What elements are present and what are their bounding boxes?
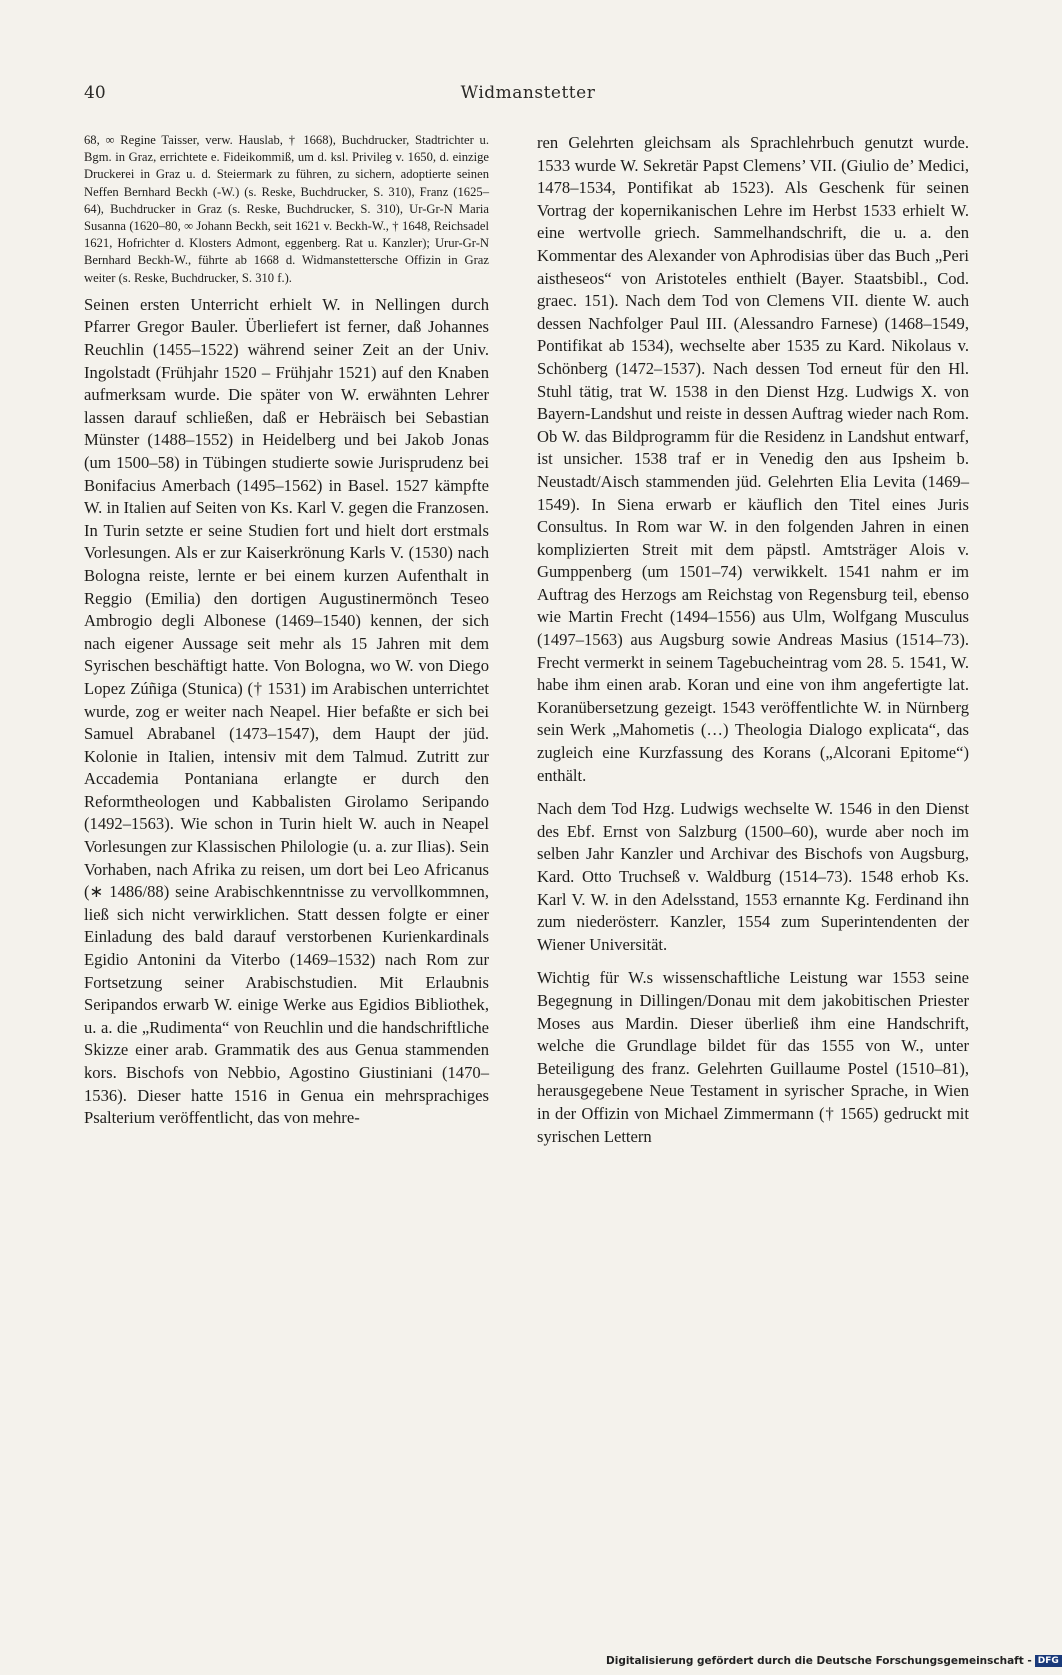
digitization-credit [606, 1655, 1059, 1675]
page-header [84, 83, 972, 111]
credit-text: Digitalisierung gefördert durch die Deutsche Forschungsgemeinschaft - [606, 1655, 1032, 1667]
right-column [537, 132, 969, 1159]
dfg-logo: DFG [1035, 1655, 1062, 1667]
paragraph: Wichtig für W.s wissenschaftliche Leistung war 1553 seine Begegnung in Dillingen/Donau mit dem jakobitischen Priester Moses aus Mardin. Dieser überließ ihm eine Handschrift, welche die Grundlage bildet für das 1555 von W., unter Beteiligung des franz. Gelehrten Guillaume Postel (1510–81), herausgegebene Neue Testament in syrischer Sprache, in Wien in der Offizin von Michael Zimmermann († 1565) gedruckt mit syrischen Lettern [537, 968, 969, 1146]
paragraph: ren Gelehrten gleichsam als Sprachlehrbuch genutzt wurde. 1533 wurde W. Sekretär Papst Clemens’ VII. (Giulio de’ Medici, 1478–1534, Pontifikat ab 1523). Als Geschenk für seinen Vortrag der kopernikanischen Lehre im Herbst 1533 erhielt W. eine wertvolle griech. Sammelhandschrift, die u. a. den Kommentar des Alexander von Aphrodisias über das Buch „Peri aistheseos“ von Aristoteles enthielt (Bayer. Staatsbibl., Cod. graec. 151). Nach dem Tod von Clemens VII. diente W. auch dessen Nachfolger Paul III. (Alessandro Farnese) (1468–1549, Pontifikat ab 1534), wechselte aber 1535 zu Kard. Nikolaus v. Schönberg (1472–1537). Nach dessen Tod erneut für den Hl. Stuhl tätig, trat W. 1538 in den Dienst Hzg. Ludwigs X. von Bayern-Landshut und reiste in dessen Auftrag wieder nach Rom. Ob W. das Bildprogramm für die Residenz in Landshut entwarf, ist unsicher. 1538 traf er in Venedig den aus Ipsheim b. Neustadt/Aisch stammenden jüd. Gelehrten Elia Levita (1469–1549). In Siena erwarb er käuflich den Titel eines Juris Consultus. In Rom war W. in den folgenden Jahren in einen komplizierten Streit mit dem päpstl. Amtsträger Alois v. Gumppenberg (um 1501–74) verwikkelt. 1541 nahm er im Auftrag des Herzogs am Reichstag von Regensburg teil, ebenso wie Martin Frecht (1494–1556) aus Ulm, Wolfgang Musculus (1497–1563) aus Augsburg sowie Andreas Masius (1514–73). Frecht vermerkt in seinem Tagebucheintrag vom 28. 5. 1541, W. habe ihm einen arab. Koran und eine von ihm angefertigte lat. Koranübersetzung gezeigt. 1543 veröffentlichte W. in Nürnberg sein Werk „Mahometis (…) Theologia Dialogo explicata“, das zugleich eine Kurzfassung des Korans („Alcorani Epitome“) enthält. [537, 133, 969, 785]
page-number: 40 [84, 83, 106, 103]
paragraph: Nach dem Tod Hzg. Ludwigs wechselte W. 1546 in den Dienst des Ebf. Ernst von Salzburg (1500–60), wurde aber noch im selben Jahr Kanzler und Archivar des Bischofs von Augsburg, Kard. Otto Truchseß v. Waldburg (1514–73). 1548 erhob Ks. Karl V. W. in den Adelsstand, 1553 ernannte Kg. Ferdinand ihn zum niederösterr. Kanzler, 1554 zum Superintendenten der Wiener Universität. [537, 799, 969, 954]
left-column [84, 132, 489, 1141]
genealogy-note: 68, ∞ Regine Taisser, verw. Hauslab, † 1668), Buchdrucker, Stadtrichter u. Bgm. in Graz, errichtete e. Fideikommiß, um d. ksl. Privileg v. 1650, d. einzige Druckerei in Graz u. d. Steiermark zu führen, zu sichern, adoptierte seinen Neffen Bernhard Beckh (-W.) (s. Reske, Buchdrucker, S. 310), Franz (1625–64), Buchdrucker in Graz (s. Reske, Buchdrucker, S. 310), Ur-Gr-N Maria Susanna (1620–80, ∞ Johann Beckh, seit 1621 v. Beckh-W., † 1648, Reichsadel 1621, Hofrichter d. Klosters Admont, eggenberg. Rat u. Kanzler); Urur-Gr-N Bernhard Beckh-W., führte ab 1668 d. Widmanstettersche Offizin in Graz weiter (s. Reske, Buchdrucker, S. 310 f.). [84, 133, 489, 285]
paragraph: Seinen ersten Unterricht erhielt W. in Nellingen durch Pfarrer Gregor Bauler. Überliefert ist ferner, daß Johannes Reuchlin (1455–1522) während seiner Zeit an der Univ. Ingolstadt (Frühjahr 1520 – Frühjahr 1521) auf den Knaben aufmerksam wurde. Die später von W. erwähnten Lehrer lassen darauf schließen, daß er Hebräisch bei Sebastian Münster (1488–1552) in Heidelberg und bei Jakob Jonas (um 1500–58) in Tübingen studierte sowie Jurisprudenz bei Bonifacius Amerbach (1495–1562) in Basel. 1527 kämpfte W. in Italien auf Seiten von Ks. Karl V. gegen die Franzosen. In Turin setzte er seine Studien fort und hielt dort erstmals Vorlesungen. Als er zur Kaiserkrönung Karls V. (1530) nach Bologna reiste, lernte er bei einem kurzen Aufenthalt in Reggio (Emilia) den dortigen Augustinermönch Teseo Ambrogio degli Albonese (1469–1540) kennen, der sich nach eigener Aussage seit mehr als 15 Jahren mit dem Syrischen beschäftigt hatte. Von Bologna, wo W. von Diego Lopez Zúñiga (Stunica) († 1531) im Arabischen unterrichtet wurde, zog er weiter nach Neapel. Hier befaßte er sich bei Samuel Abrabanel (1473–1547), dem Haupt der jüd. Kolonie in Italien, intensiv mit dem Talmud. Zutritt zur Accademia Pontaniana erlangte er durch den Reformtheologen und Kabbalisten Girolamo Seripando (1492–1563). Wie schon in Turin hielt W. auch in Neapel Vorlesungen zur Klassischen Philologie (u. a. zur Ilias). Sein Vorhaben, nach Afrika zu reisen, um dort bei Leo Africanus (∗ 1486/88) seine Arabischkenntnisse zu vervollkommnen, ließ sich nicht verwirklichen. Statt dessen folgte er einer Einladung des bald darauf verstorbenen Kurienkardinals Egidio Antonini da Viterbo (1469–1532) nach Rom zur Fortsetzung seiner Arabischstudien. Mit Erlaubnis Seripandos erwarb W. einige Werke aus Egidios Bibliothek, u. a. die „Rudimenta“ von Reuchlin und die handschriftliche Skizze einer arab. Grammatik des aus Genua stammenden kors. Bischofs von Nebbio, Agostino Giustiniani (1470–1536). Dieser hatte 1516 in Genua ein mehrsprachiges Psalterium veröffentlicht, das von mehre- [84, 294, 489, 1128]
running-title: Widmanstetter [460, 83, 596, 103]
